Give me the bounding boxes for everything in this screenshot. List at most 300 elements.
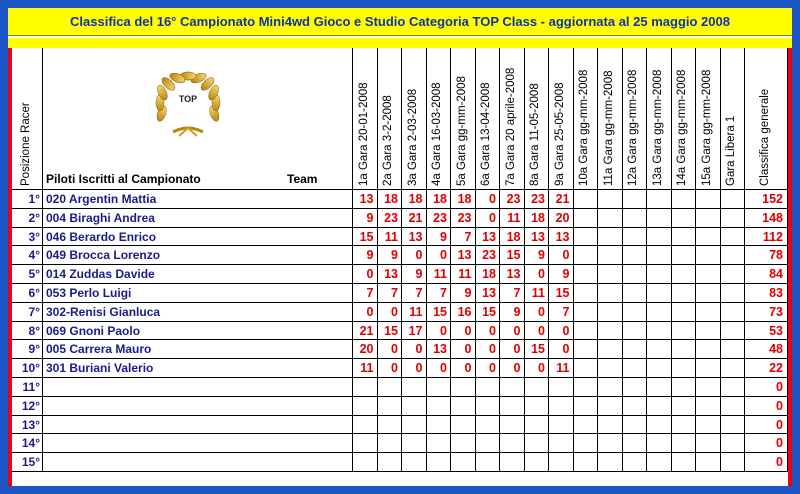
score-cell [598,228,623,247]
header-race-label: 10a Gara gg-mm-2008 [578,69,591,186]
row-position: 14° [12,434,43,453]
header-race-label: 15a Gara gg-mm-2008 [700,69,713,186]
score-cell: 0 [500,359,525,378]
score-cell: 21 [353,322,378,341]
score-cell [623,434,648,453]
score-cell [672,303,697,322]
score-cell [721,228,746,247]
score-cell [623,209,648,228]
score-cell [574,397,599,416]
row-position: 12° [12,397,43,416]
score-cell: 20 [549,209,574,228]
score-cell: 9 [353,209,378,228]
score-cell [402,434,427,453]
header-pilots-label: Piloti Iscritti al Campionato [46,172,201,186]
score-cell: 0 [427,359,452,378]
score-cell [549,416,574,435]
score-cell: 21 [402,209,427,228]
score-cell: 11 [451,265,476,284]
score-cell [476,416,501,435]
score-cell: 0 [549,246,574,265]
header-race-label: 3a Gara 2-03-2008 [406,88,419,186]
score-cell [623,228,648,247]
row-position: 8° [12,322,43,341]
score-cell [647,190,672,209]
score-cell [672,340,697,359]
score-cell [721,434,746,453]
score-cell [549,434,574,453]
score-cell: 0 [525,303,550,322]
logo-label: TOP [178,94,198,104]
score-cell: 0 [549,322,574,341]
row-total: 0 [745,453,788,472]
score-cell [574,322,599,341]
score-cell: 9 [549,265,574,284]
score-cell: 0 [353,303,378,322]
score-cell [525,434,550,453]
score-cell [598,378,623,397]
score-cell: 7 [427,284,452,303]
row-pilot-name: 004 Biraghi Andrea [43,209,353,228]
score-cell: 7 [549,303,574,322]
score-cell [378,434,403,453]
score-cell: 0 [451,322,476,341]
row-pilot-name: 301 Buriani Valerio [43,359,353,378]
header-race-label: 4a Gara 16-03-2008 [431,82,444,186]
score-cell: 13 [549,228,574,247]
header-race-11 [598,48,623,190]
score-cell: 0 [500,340,525,359]
score-cell: 9 [378,246,403,265]
header-pilots [43,48,353,190]
score-cell: 20 [353,340,378,359]
score-cell: 11 [427,265,452,284]
score-cell [696,303,721,322]
row-total: 22 [745,359,788,378]
score-cell [598,453,623,472]
score-cell [353,397,378,416]
score-cell [623,284,648,303]
score-cell [451,397,476,416]
header-race-label: Gara Libera 1 [725,115,738,186]
score-cell: 0 [378,340,403,359]
score-cell: 0 [402,359,427,378]
score-cell [647,434,672,453]
score-cell [647,378,672,397]
score-cell [427,378,452,397]
row-pilot-name: 014 Zuddas Davide [43,265,353,284]
header-race-14 [672,48,697,190]
header-race-label: 2a Gara 3-2-2008 [382,95,395,186]
score-cell [598,434,623,453]
score-cell [549,397,574,416]
row-pilot-name: 020 Argentin Mattia [43,190,353,209]
score-cell [623,246,648,265]
score-cell [623,340,648,359]
score-cell [672,265,697,284]
row-position: 11° [12,378,43,397]
score-cell [598,265,623,284]
score-cell [672,284,697,303]
row-total: 83 [745,284,788,303]
score-cell: 13 [427,340,452,359]
score-cell [696,359,721,378]
row-position: 7° [12,303,43,322]
row-position: 9° [12,340,43,359]
score-cell [721,190,746,209]
score-cell: 0 [378,303,403,322]
score-cell: 18 [451,190,476,209]
row-total: 73 [745,303,788,322]
score-cell: 0 [451,340,476,359]
score-cell [427,434,452,453]
score-cell: 18 [378,190,403,209]
score-cell: 15 [378,322,403,341]
score-cell [696,416,721,435]
score-cell [598,284,623,303]
row-total: 53 [745,322,788,341]
score-cell [647,397,672,416]
score-cell: 0 [500,322,525,341]
score-cell [574,246,599,265]
score-cell [378,416,403,435]
score-cell [427,453,452,472]
header-race-2 [378,48,403,190]
score-cell: 7 [451,228,476,247]
score-cell [696,397,721,416]
score-cell [672,322,697,341]
score-cell [623,397,648,416]
score-cell [427,397,452,416]
score-cell: 7 [353,284,378,303]
yellow-band [8,38,792,48]
score-cell [500,378,525,397]
row-total: 78 [745,246,788,265]
score-cell: 0 [451,359,476,378]
score-cell [623,453,648,472]
row-pilot-name: 053 Perlo Luigi [43,284,353,303]
row-position: 1° [12,190,43,209]
score-cell [402,397,427,416]
score-cell [721,359,746,378]
row-position: 6° [12,284,43,303]
row-pilot-name [43,397,353,416]
score-cell: 9 [402,265,427,284]
score-cell: 18 [402,190,427,209]
score-cell: 15 [476,303,501,322]
score-cell [500,397,525,416]
score-cell [476,434,501,453]
score-cell: 0 [525,322,550,341]
header-position [12,48,43,190]
header-race-label: 9a Gara 25-05-2008 [553,82,566,186]
header-race-12 [623,48,648,190]
score-cell [696,228,721,247]
score-cell [427,416,452,435]
score-cell: 11 [353,359,378,378]
score-cell [672,434,697,453]
score-cell [672,359,697,378]
score-cell [476,378,501,397]
header-race-6 [476,48,501,190]
row-pilot-name: 049 Brocca Lorenzo [43,246,353,265]
score-cell: 9 [500,303,525,322]
score-cell [451,378,476,397]
score-cell: 0 [476,322,501,341]
score-cell [696,284,721,303]
score-cell [500,434,525,453]
header-team-label: Team [287,172,318,186]
score-cell: 0 [402,246,427,265]
score-cell: 23 [427,209,452,228]
right-red-bar [788,48,792,486]
header-race-label: 6a Gara 13-04-2008 [480,82,493,186]
score-cell: 15 [427,303,452,322]
score-cell [574,434,599,453]
score-cell: 13 [451,246,476,265]
score-cell [353,378,378,397]
row-total: 0 [745,416,788,435]
score-cell [451,434,476,453]
header-race-10 [574,48,599,190]
score-cell [549,378,574,397]
header-race-9 [549,48,574,190]
score-cell [721,397,746,416]
row-position: 15° [12,453,43,472]
score-cell: 15 [549,284,574,303]
score-cell: 23 [451,209,476,228]
score-cell [672,246,697,265]
score-cell [623,303,648,322]
score-cell: 0 [378,359,403,378]
score-cell [672,228,697,247]
row-pilot-name: 302-Renisi Gianluca [43,303,353,322]
score-cell [598,416,623,435]
score-cell [598,359,623,378]
score-cell [647,340,672,359]
score-cell [598,190,623,209]
score-cell [696,378,721,397]
header-race-15 [696,48,721,190]
score-cell: 9 [451,284,476,303]
row-pilot-name: 046 Berardo Enrico [43,228,353,247]
row-total: 0 [745,434,788,453]
score-cell [647,322,672,341]
row-total: 148 [745,209,788,228]
row-total: 152 [745,190,788,209]
row-position: 4° [12,246,43,265]
score-cell [574,378,599,397]
score-cell [672,209,697,228]
score-cell [696,265,721,284]
score-cell [574,265,599,284]
score-cell: 11 [500,209,525,228]
score-cell [598,303,623,322]
score-cell [525,416,550,435]
header-race-16 [721,48,746,190]
score-cell [598,246,623,265]
score-cell: 0 [476,190,501,209]
score-cell: 0 [427,322,452,341]
row-pilot-name [43,416,353,435]
score-cell [402,453,427,472]
score-cell [647,209,672,228]
score-cell: 13 [476,228,501,247]
score-cell: 18 [525,209,550,228]
header-race-7 [500,48,525,190]
score-cell [721,303,746,322]
score-cell [623,416,648,435]
score-cell: 13 [353,190,378,209]
score-cell [378,378,403,397]
score-cell: 11 [525,284,550,303]
score-cell: 11 [549,359,574,378]
score-cell [476,397,501,416]
header-race-label: 8a Gara 11-05-2008 [529,83,542,186]
score-cell [574,340,599,359]
score-cell: 0 [427,246,452,265]
laurel-wreath-logo [143,66,233,144]
score-cell: 13 [525,228,550,247]
row-pilot-name [43,434,353,453]
score-cell: 13 [500,265,525,284]
score-cell: 15 [500,246,525,265]
score-cell [525,453,550,472]
score-cell [623,359,648,378]
score-cell [623,322,648,341]
row-pilot-name [43,453,353,472]
score-cell [500,416,525,435]
score-cell [353,453,378,472]
score-cell: 17 [402,322,427,341]
score-cell: 11 [378,228,403,247]
header-race-1 [353,48,378,190]
score-cell: 13 [402,228,427,247]
score-cell: 16 [451,303,476,322]
score-cell [696,209,721,228]
score-cell [574,453,599,472]
score-cell [623,190,648,209]
score-cell [378,397,403,416]
score-cell: 18 [476,265,501,284]
score-cell [696,322,721,341]
row-total: 48 [745,340,788,359]
score-cell [623,378,648,397]
score-cell: 0 [353,265,378,284]
score-cell [353,416,378,435]
score-cell [402,378,427,397]
score-cell: 0 [476,359,501,378]
row-pilot-name: 005 Carrera Mauro [43,340,353,359]
row-position: 10° [12,359,43,378]
row-total: 0 [745,397,788,416]
score-cell: 9 [525,246,550,265]
standings-table [12,48,788,486]
score-cell [549,453,574,472]
score-cell [500,453,525,472]
score-cell: 23 [525,190,550,209]
score-cell [574,284,599,303]
score-cell [696,340,721,359]
score-cell: 15 [525,340,550,359]
score-cell [353,434,378,453]
header-total-label: Classifica generale [759,88,771,186]
score-cell [476,453,501,472]
score-cell: 0 [476,209,501,228]
score-cell [647,359,672,378]
row-position: 5° [12,265,43,284]
row-total: 84 [745,265,788,284]
score-cell [525,397,550,416]
score-cell [672,190,697,209]
score-cell [598,322,623,341]
score-cell: 18 [500,228,525,247]
score-cell: 9 [427,228,452,247]
score-cell [647,265,672,284]
score-cell [598,397,623,416]
score-cell [623,265,648,284]
score-cell [721,322,746,341]
score-cell [721,246,746,265]
score-cell [378,453,403,472]
score-cell [696,246,721,265]
header-race-label: 7a Gara 20 aprile-2008 [504,67,517,186]
score-cell: 7 [500,284,525,303]
header-race-label: 5a Gara gg-mm-2008 [455,76,468,186]
score-cell [647,284,672,303]
score-cell [574,416,599,435]
header-race-label: 1a Gara 20-01-2008 [357,82,370,186]
score-cell [721,378,746,397]
score-cell: 21 [549,190,574,209]
score-cell [672,416,697,435]
score-cell: 7 [402,284,427,303]
header-race-13 [647,48,672,190]
header-total [745,48,788,190]
score-cell [574,359,599,378]
score-cell [721,265,746,284]
score-cell [721,453,746,472]
score-cell [696,190,721,209]
score-cell [721,340,746,359]
score-cell [696,453,721,472]
score-cell [721,416,746,435]
score-cell [721,284,746,303]
header-race-label: 14a Gara gg-mm-2008 [676,69,689,186]
score-cell [451,453,476,472]
score-cell: 0 [476,340,501,359]
score-cell [574,228,599,247]
row-position: 3° [12,228,43,247]
row-pilot-name [43,378,353,397]
score-cell: 0 [525,265,550,284]
header-race-label: 12a Gara gg-mm-2008 [627,69,640,186]
row-position: 2° [12,209,43,228]
score-cell: 0 [402,340,427,359]
score-cell: 13 [378,265,403,284]
score-cell: 13 [476,284,501,303]
header-race-label: 13a Gara gg-mm-2008 [651,69,664,186]
page-title: Classifica del 16° Campionato Mini4wd Gioco e Studio Categoria TOP Class - aggiornata al 25 maggio 2008 [8,8,792,36]
score-cell [451,416,476,435]
score-cell: 0 [549,340,574,359]
score-cell [696,434,721,453]
header-race-label: 11a Gara gg-mm-2008 [602,70,615,186]
score-cell [598,209,623,228]
score-cell: 7 [378,284,403,303]
score-cell [647,246,672,265]
score-cell [647,453,672,472]
